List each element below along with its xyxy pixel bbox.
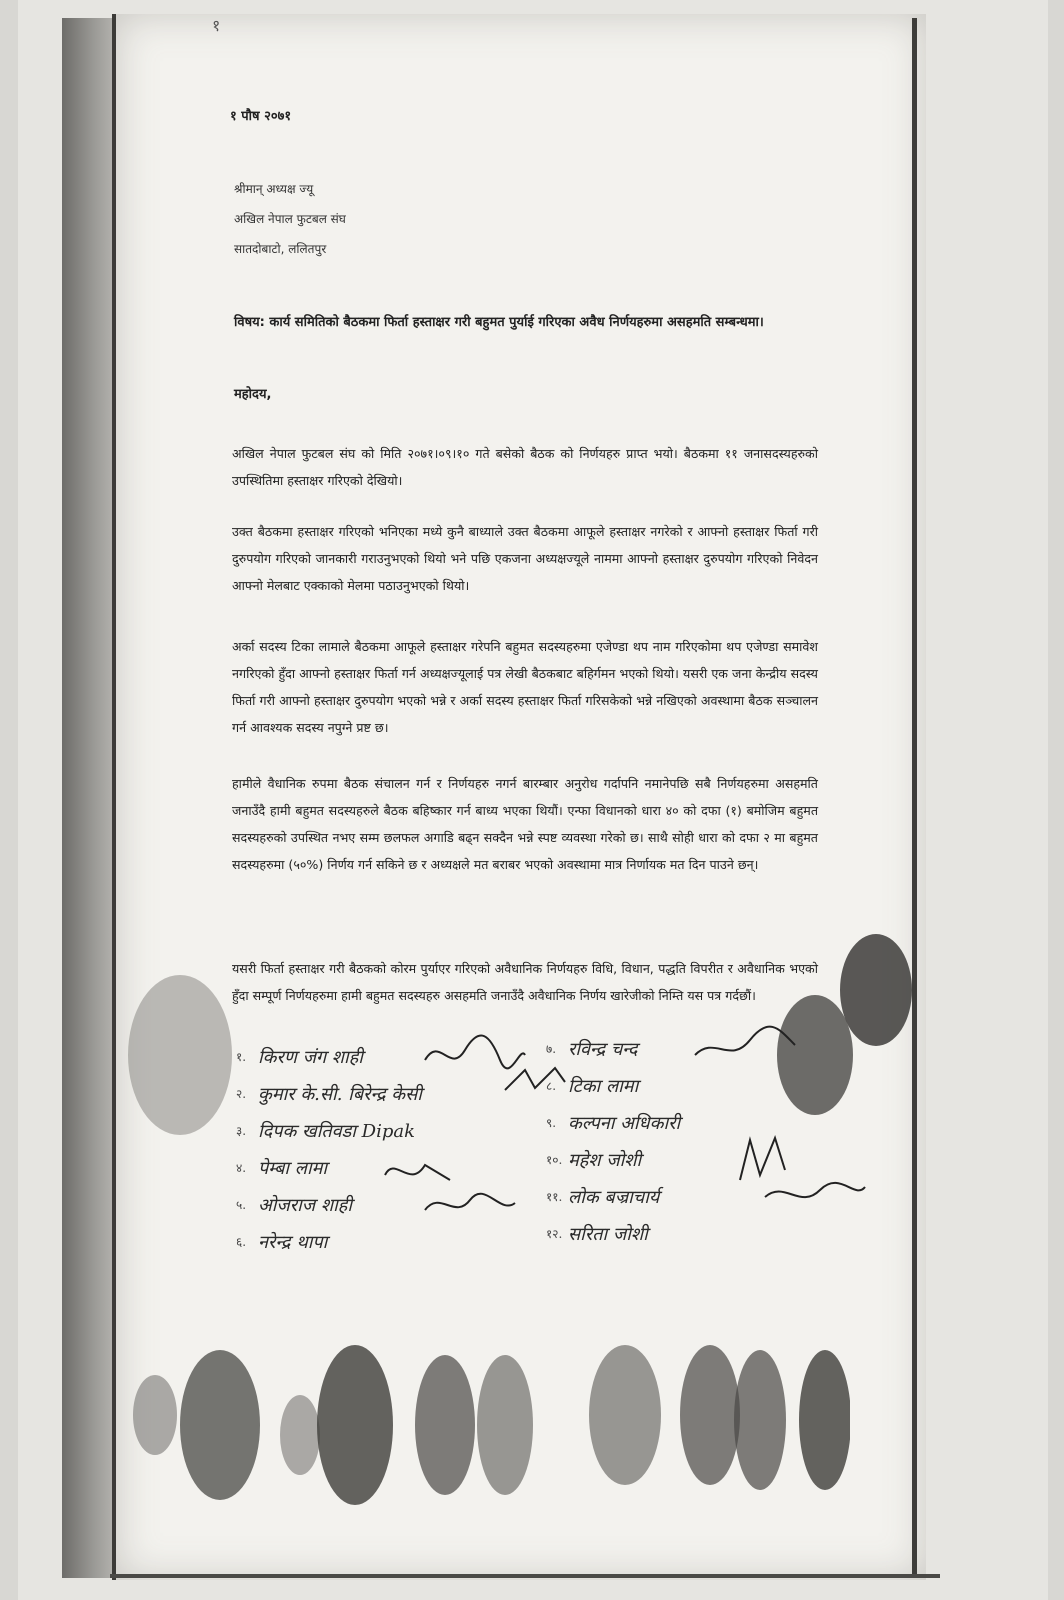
signatory-row [236, 1075, 422, 1112]
signatory-number: ७. [546, 1042, 557, 1056]
signatory-name: नरेन्द्र थापा [258, 1231, 328, 1253]
letter-date: १ पौष २०७१ [230, 109, 292, 124]
fingerprint-mark [120, 965, 240, 1145]
signatory-row [236, 1112, 422, 1149]
signatory-row [546, 1178, 680, 1215]
signatory-name: ओजराज शाही [258, 1194, 352, 1216]
corner-mark: १ [212, 16, 221, 35]
signatory-name: कुमार के.सी. बिरेन्द्र केसी [258, 1083, 422, 1105]
signatory-name: दिपक खतिवडा Dipak [258, 1120, 416, 1142]
signature-scribble [760, 1175, 870, 1215]
signatory-number: १०. [546, 1153, 563, 1167]
body-paragraph: हामीले वैधानिक रुपमा बैठक संचालन गर्न र निर्णयहरु नगर्न बारम्बार अनुरोध गर्दापनि नमानेपछि सबै निर्णयहरुमा असहमति जनाउँदै हामी बहुमत सदस्यहरुले बैठक बहिष्कार गर्न बाध्य भएका थियौं। एन्फा विधानको धारा ४० को दफा (१) बमोजिम बहुमत सदस्यहरुको उपस्थित नभए सम्म छलफल अगाडि बढ्न सक्दैन भन्ने स्पष्ट व्यवस्था गरेको छ। साथै सोही धारा को दफा २ मा बहुमत सदस्यहरुमा (५०%) निर्णय गर्न सकिने छ र अध्यक्षले मत बराबर भएको अवस्थामा मात्र निर्णायक मत दिन पाउने छन्। [232, 776, 818, 872]
signatories-left [236, 1038, 422, 1260]
signatory-number: ९. [546, 1116, 557, 1130]
signatory-name: पेम्बा लामा [258, 1157, 328, 1179]
signatory-number: ८. [546, 1079, 557, 1093]
body-paragraph: अखिल नेपाल फुटबल संघ को मिति २०७१।०९।१० गते बसेको बैठक को निर्णयहरु प्राप्त भयो। बैठकमा ११ जनासदस्यहरुको उपस्थितिमा हस्ताक्षर गरिएको देखियो। [232, 446, 818, 488]
signatory-row [546, 1141, 680, 1178]
signatory-name: लोक बज्राचार्य [568, 1186, 660, 1208]
signatory-name: टिका लामा [568, 1075, 639, 1097]
signatory-row [546, 1215, 680, 1252]
signatory-name: किरण जंग शाही [258, 1046, 363, 1068]
body-paragraph: यसरी फिर्ता हस्ताक्षर गरी बैठकको कोरम पुर्याएर गरिएको अवैधानिक निर्णयहरु विधि, विधान, पद्धति विपरीत र अवैधानिक भएको हुँदा सम्पूर्ण निर्णयहरुमा हामी बहुमत सदस्यहरु असहमति जनाउँदै अवैधानिक निर्णय खारेजीको निम्ति यस पत्र गर्दछौं। [232, 961, 818, 1003]
signature-scribble [690, 1025, 800, 1070]
recipient-line: अखिल नेपाल फुटबल संघ [234, 212, 346, 226]
signature-scribble [500, 1060, 570, 1100]
signatory-number: ३. [236, 1124, 247, 1138]
right-border-line [912, 18, 917, 1578]
signatory-number: १२. [546, 1227, 563, 1241]
body-paragraph: उक्त बैठकमा हस्ताक्षर गरिएको भनिएका मध्ये कुनै बाध्याले उक्त बैठकमा आफूले हस्ताक्षर नगरेको र आफ्नो हस्ताक्षर फिर्ता गरी दुरुपयोग गरिएको जानकारी गराउनुभएको थियो भने पछि एकजना अध्यक्षज्यूले नाममा आफ्नो हस्ताक्षर दुरुपयोग गरिएको निवेदन आफ्नो मेलबाट एक्काको मेलमा पठाउनुभएको थियो। [232, 524, 818, 593]
signatory-number: १. [236, 1050, 247, 1064]
signatory-name: रविन्द्र चन्द [568, 1038, 638, 1060]
signatory-name: सरिता जोशी [568, 1223, 648, 1245]
signatory-number: ५. [236, 1198, 247, 1212]
salutation: महोदय, [234, 387, 272, 402]
signatory-name: कल्पना अधिकारी [568, 1112, 681, 1134]
recipient-line: श्रीमान् अध्यक्ष ज्यू [234, 182, 314, 196]
recipient-line: सातदोबाटो, ललितपुर [234, 242, 327, 256]
signatory-number: ६. [236, 1235, 247, 1249]
signature-scribble [420, 1185, 520, 1225]
letter-subject: विषय: कार्य समितिको बैठकमा फिर्ता हस्ताक्षर गरी बहुमत पुर्याई गरिएका अवैध निर्णयहरुमा असहमति सम्बन्धमा। [234, 315, 764, 330]
signatory-row [236, 1038, 422, 1075]
signatory-number: ११. [546, 1190, 563, 1204]
signatory-number: ४. [236, 1161, 247, 1175]
signatory-row [236, 1223, 422, 1260]
fingerprint-row [130, 1330, 850, 1520]
signatory-row [546, 1104, 680, 1141]
body-paragraph: अर्का सदस्य टिका लामाले बैठकमा आफूले हस्ताक्षर गरेपनि बहुमत सदस्यहरुमा एजेण्डा थप नाम गरिएकोमा थप एजेण्डा समावेश नगरिएको हुँदा आफ्नो हस्ताक्षर फिर्ता गर्न अध्यक्षज्यूलाई पत्र लेखी बैठकबाट बहिर्गमन भएको थियो। यसरी एक जना केन्द्रीय सदस्य फिर्ता गरी आफ्नो हस्ताक्षर दुरुपयोग भएको भन्ने र अर्का सदस्य हस्ताक्षर फिर्ता गरिसकेको भन्ने नखिएको अवस्थामा बैठक सञ्चालन गर्न आवश्यक सदस्य नपुग्ने प्रष्ट छ। [232, 639, 818, 735]
bottom-border-line [110, 1574, 940, 1578]
signatory-name: महेश जोशी [568, 1149, 642, 1171]
signatory-number: २. [236, 1087, 247, 1101]
